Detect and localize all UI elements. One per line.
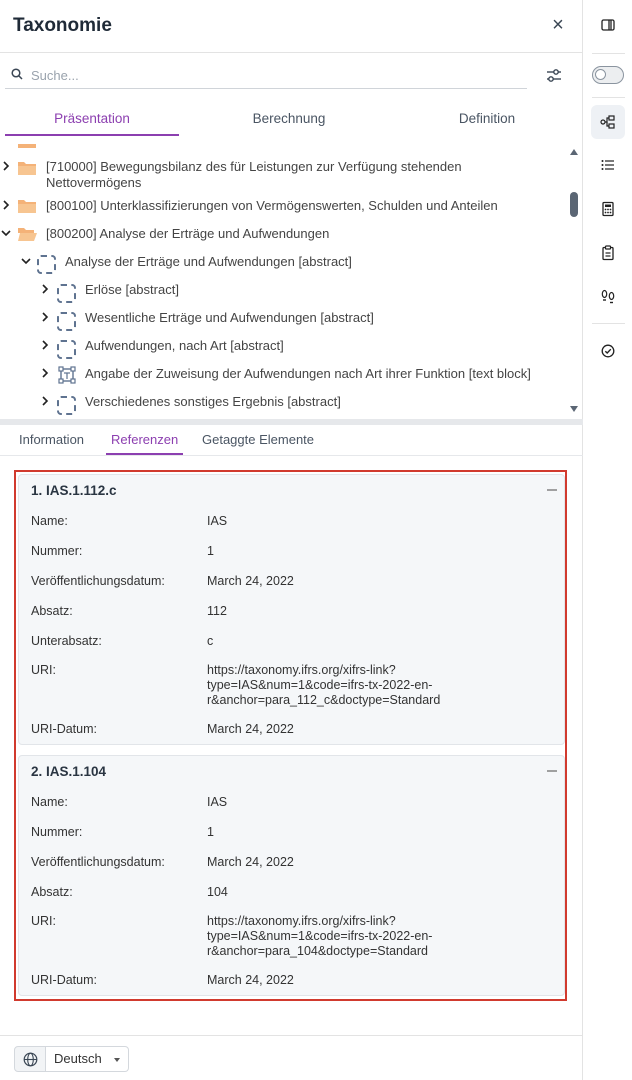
field-value: 112: [207, 604, 227, 618]
taxonomy-button[interactable]: [591, 105, 625, 139]
field-label: Nummer:: [31, 544, 83, 558]
calculator-icon: [600, 201, 616, 217]
scroll-up-arrow-icon[interactable]: [569, 148, 579, 156]
tree-row[interactable]: [0, 309, 560, 333]
uri-link[interactable]: [207, 914, 467, 959]
field-value: March 24, 2022: [207, 855, 294, 869]
tab-referenzen[interactable]: Referenzen: [106, 427, 183, 455]
reference-title: 1. IAS.1.112.c: [31, 483, 117, 498]
field-value: IAS: [207, 795, 228, 809]
panel-layout-button[interactable]: [591, 8, 625, 42]
tab-getaggte-elemente[interactable]: Getaggte Elemente: [202, 432, 315, 447]
chevron-right-icon[interactable]: [0, 199, 12, 211]
mode-toggle[interactable]: [592, 66, 624, 84]
tree-label: [710000] Bewegungsbilanz des für Leistungen zur Verfügung stehenden: [46, 159, 462, 174]
panel-footer: [0, 1035, 583, 1080]
field-value: March 24, 2022: [207, 574, 294, 588]
tab-praesentation[interactable]: Präsentation: [5, 104, 179, 136]
folder-icon: [17, 160, 37, 176]
panel-title: Taxonomie: [13, 15, 112, 36]
tree-row[interactable]: [0, 158, 560, 192]
chevron-right-icon[interactable]: [39, 339, 51, 351]
validation-button[interactable]: [591, 334, 625, 368]
detail-tabs: [0, 427, 583, 456]
references-list: [14, 470, 567, 1001]
uri-line: https://taxonomy.ifrs.org/xifrs-link?: [207, 663, 396, 677]
scroll-down-arrow-icon[interactable]: [569, 405, 579, 413]
rail-divider: [592, 97, 625, 98]
tree-label: Wesentliche Erträge und Aufwendungen [abstract]: [85, 310, 374, 325]
uri-link[interactable]: [207, 663, 467, 708]
search-input[interactable]: [31, 65, 511, 85]
tree-row[interactable]: [0, 365, 560, 389]
tree-row[interactable]: [0, 393, 560, 417]
collapse-icon[interactable]: [546, 484, 558, 496]
field-value: 104: [207, 885, 228, 899]
field-label: Nummer:: [31, 825, 83, 839]
right-rail: [583, 0, 632, 1080]
clipboard-icon: [600, 245, 616, 261]
tree-label: Erlöse [abstract]: [85, 282, 179, 297]
search-icon: [11, 68, 23, 80]
caret-down-icon: [114, 1058, 120, 1062]
tree-label: [800100] Unterklassifizierungen von Vermögenswerten, Schulden und Anteilen: [46, 198, 498, 213]
abstract-element-icon: [57, 340, 76, 359]
search-row: [0, 62, 583, 90]
chevron-right-icon[interactable]: [0, 160, 12, 172]
calculator-button[interactable]: [591, 192, 625, 226]
uri-line: r&anchor=para_104&doctype=Standard: [207, 944, 428, 958]
tree-label: [800200] Analyse der Erträge und Aufwendungen: [46, 226, 330, 241]
field-label: Veröffentlichungsdatum:: [31, 855, 165, 869]
reference-title: 2. IAS.1.104: [31, 764, 107, 779]
tree-label: Analyse der Erträge und Aufwendungen [abstract]: [65, 254, 352, 269]
tree-label: Verschiedenes sonstiges Ergebnis [abstract]: [85, 394, 341, 409]
field-value: IAS: [207, 514, 228, 528]
uri-line: https://taxonomy.ifrs.org/xifrs-link?: [207, 914, 396, 928]
abstract-element-icon: [37, 255, 56, 274]
view-tabs: [0, 104, 583, 136]
footprints-icon: [600, 289, 616, 305]
close-button[interactable]: ×: [552, 14, 564, 36]
field-label: Name:: [31, 514, 68, 528]
collapse-icon[interactable]: [546, 765, 558, 777]
panel-layout-icon: [600, 17, 616, 33]
tree-row[interactable]: [0, 337, 560, 361]
tab-berechnung[interactable]: Berechnung: [252, 111, 326, 126]
field-label: URI-Datum:: [31, 722, 97, 736]
panel-header: [0, 0, 582, 53]
footprints-button[interactable]: [591, 280, 625, 314]
folder-icon: [17, 198, 37, 214]
reference-card: [18, 474, 565, 745]
taxonomy-tree: [0, 144, 583, 418]
rail-divider: [592, 323, 625, 324]
tree-row[interactable]: [0, 197, 560, 219]
globe-icon: [23, 1052, 38, 1067]
folder-open-icon: [17, 226, 37, 242]
tree-row[interactable]: [0, 225, 560, 247]
chevron-right-icon[interactable]: [39, 283, 51, 295]
field-label: Name:: [31, 795, 68, 809]
language-label: Deutsch: [54, 1051, 102, 1066]
tab-information[interactable]: Information: [19, 432, 85, 447]
uri-line: type=IAS&num=1&code=ifrs-tx-2022-en-: [207, 929, 433, 943]
uri-line: r&anchor=para_112_c&doctype=Standard: [207, 693, 441, 707]
reference-card: [18, 755, 565, 996]
chevron-right-icon[interactable]: [39, 311, 51, 323]
panel-splitter[interactable]: [0, 419, 583, 425]
abstract-element-icon: [57, 312, 76, 331]
toggle-knob: [595, 69, 606, 80]
language-globe-button[interactable]: [14, 1046, 46, 1072]
tree-row[interactable]: [0, 253, 560, 277]
hierarchy-icon: [600, 114, 616, 130]
tree-label-continued: Nettovermögens: [46, 175, 142, 190]
field-label: Absatz:: [31, 604, 73, 618]
tree-row[interactable]: [0, 281, 560, 305]
tree-label: Angabe der Zuweisung der Aufwendungen nach Art ihrer Funktion [text block]: [85, 366, 531, 381]
list-button[interactable]: [591, 148, 625, 182]
check-circle-icon: [600, 343, 616, 359]
field-value: 1: [207, 544, 214, 558]
folder-icon: [17, 144, 37, 149]
chevron-down-icon[interactable]: [0, 227, 12, 239]
field-value: March 24, 2022: [207, 722, 294, 736]
field-label: URI:: [31, 914, 56, 928]
abstract-element-icon: [57, 396, 76, 415]
abstract-element-icon: [57, 284, 76, 303]
field-value: 1: [207, 825, 214, 839]
field-label: URI-Datum:: [31, 973, 97, 987]
tree-label: Aufwendungen, nach Art [abstract]: [85, 338, 284, 353]
field-value: March 24, 2022: [207, 973, 294, 987]
field-value: c: [207, 634, 214, 648]
filter-settings-icon[interactable]: [545, 67, 563, 85]
tab-definition[interactable]: Definition: [458, 111, 516, 126]
search-box: [5, 62, 527, 89]
clipboard-button[interactable]: [591, 236, 625, 270]
chevron-right-icon[interactable]: [39, 395, 51, 407]
text-block-icon: [58, 366, 76, 384]
field-label: Absatz:: [31, 885, 73, 899]
field-label: URI:: [31, 663, 56, 677]
uri-line: type=IAS&num=1&code=ifrs-tx-2022-en-: [207, 678, 433, 692]
tree-scrollbar-thumb[interactable]: [570, 192, 578, 217]
field-label: Unterabsatz:: [31, 634, 102, 648]
chevron-right-icon[interactable]: [39, 367, 51, 379]
rail-divider: [592, 53, 625, 54]
list-icon: [600, 157, 616, 173]
field-label: Veröffentlichungsdatum:: [31, 574, 165, 588]
chevron-down-icon[interactable]: [20, 255, 32, 267]
language-select[interactable]: [46, 1046, 129, 1072]
